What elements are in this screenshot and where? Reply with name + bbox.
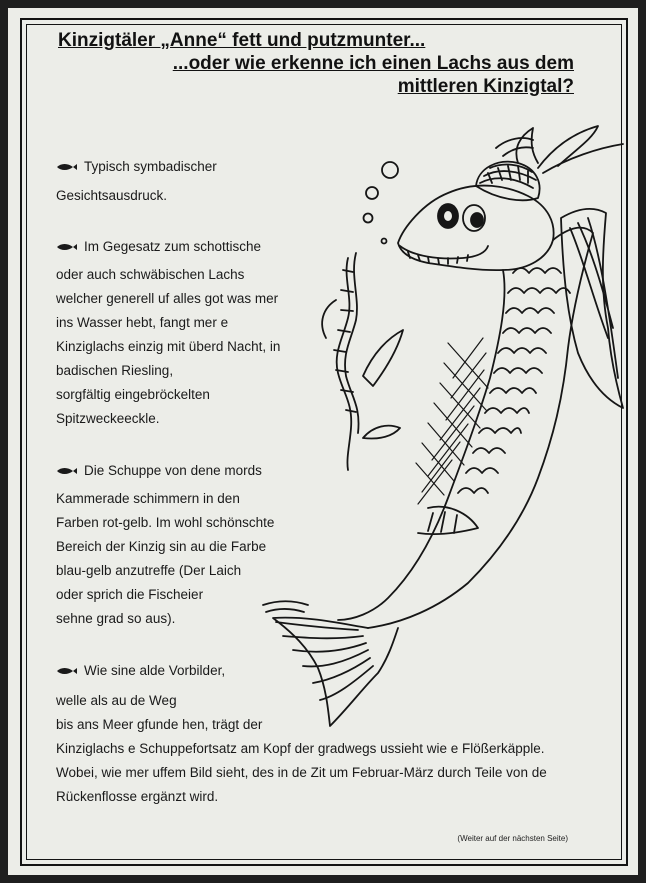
bullet-3-line-1 xyxy=(56,463,262,479)
bubble-3 xyxy=(364,214,373,223)
bullet-2-line-6: badischen Riesling, xyxy=(56,363,174,378)
bullet-4-line-3: bis ans Meer gfunde hen, trägt der xyxy=(56,717,263,732)
bullet-2-text: Im Gegesatz zum schottische xyxy=(84,239,262,254)
fish-dorsal-fin xyxy=(516,128,538,163)
fish-tail-fin xyxy=(273,618,398,726)
bullet-3-line-2: Kammerade schimmern in den xyxy=(56,491,240,506)
bullet-2-line-3: welcher generell uf alles got was mer xyxy=(56,291,279,306)
bullet-1-text: Typisch symbadischer xyxy=(84,159,217,174)
bullet-4-line-6: Rückenflosse ergänzt wird. xyxy=(56,789,219,804)
bullet-4-line-4: Kinziglachs e Schuppefortsatz am Kopf der gradwegs ussieht wie e Flößerkäpple. xyxy=(56,741,545,756)
fish-scales xyxy=(458,268,570,493)
bubble-2 xyxy=(366,187,378,199)
bullet-4-text: Wie sine alde Vorbilder, xyxy=(84,663,226,678)
bullet-3-line-4: Bereich der Kinzig sin au die Farbe xyxy=(56,539,267,554)
bullet-2-line-1 xyxy=(56,239,261,255)
bullet-3-text: Die Schuppe von dene mords xyxy=(84,463,262,478)
bullet-3-line-5: blau-gelb anzutreffe (Der Laich xyxy=(56,563,242,578)
title-line-2: ...oder wie erkenne ich einen Lachs aus dem xyxy=(172,53,574,74)
small-fish-bullet-icon xyxy=(56,466,78,476)
fish-belly-fin xyxy=(418,507,478,534)
bullet-2-line-7: sorgfältig eingebröckelten xyxy=(56,387,210,402)
bullet-3-line-6: oder sprich die Fischeier xyxy=(56,587,204,602)
title-line-1: Kinzigtäler „Anne“ fett und putzmunter... xyxy=(58,30,426,51)
bullet-4-line-5: Wobei, wie mer uffem Bild sieht, des in de Zit um Februar-März durch Teile von de xyxy=(56,765,547,780)
bullet-4-line-2: welle als au de Weg xyxy=(56,693,177,708)
small-fish-bullet-icon xyxy=(56,666,78,676)
bullet-1-line-1 xyxy=(56,159,217,175)
fish-head xyxy=(398,186,554,271)
bullet-2-line-2: oder auch schwäbischen Lachs xyxy=(56,267,245,282)
fish-mouth xyxy=(400,246,488,259)
bullet-3-line-3: Farben rot-gelb. Im wohl schönschte xyxy=(56,515,275,530)
bubble-4 xyxy=(382,239,387,244)
bullet-2-line-4: ins Wasser hebt, fangt mer e xyxy=(56,315,229,330)
paper-sheet xyxy=(8,8,638,875)
small-fish-bullet-icon xyxy=(56,242,78,252)
bullet-4-line-1 xyxy=(56,663,225,679)
bubble-1 xyxy=(382,162,398,178)
small-fish-bullet-icon xyxy=(56,162,78,172)
continued-note: (Weiter auf der nächsten Seite) xyxy=(457,834,568,843)
bullet-2-line-5: Kinziglachs einzig mit überd Nacht, in xyxy=(56,339,281,354)
bullet-3-line-7: sehne grad so aus). xyxy=(56,611,176,626)
fish-belly-hatch xyxy=(416,338,488,504)
bullet-2-line-8: Spitzweckeeckle. xyxy=(56,411,160,426)
bullet-1-line-2: Gesichtsausdruck. xyxy=(56,188,168,203)
title-line-3: mittleren Kinzigtal? xyxy=(397,76,574,97)
